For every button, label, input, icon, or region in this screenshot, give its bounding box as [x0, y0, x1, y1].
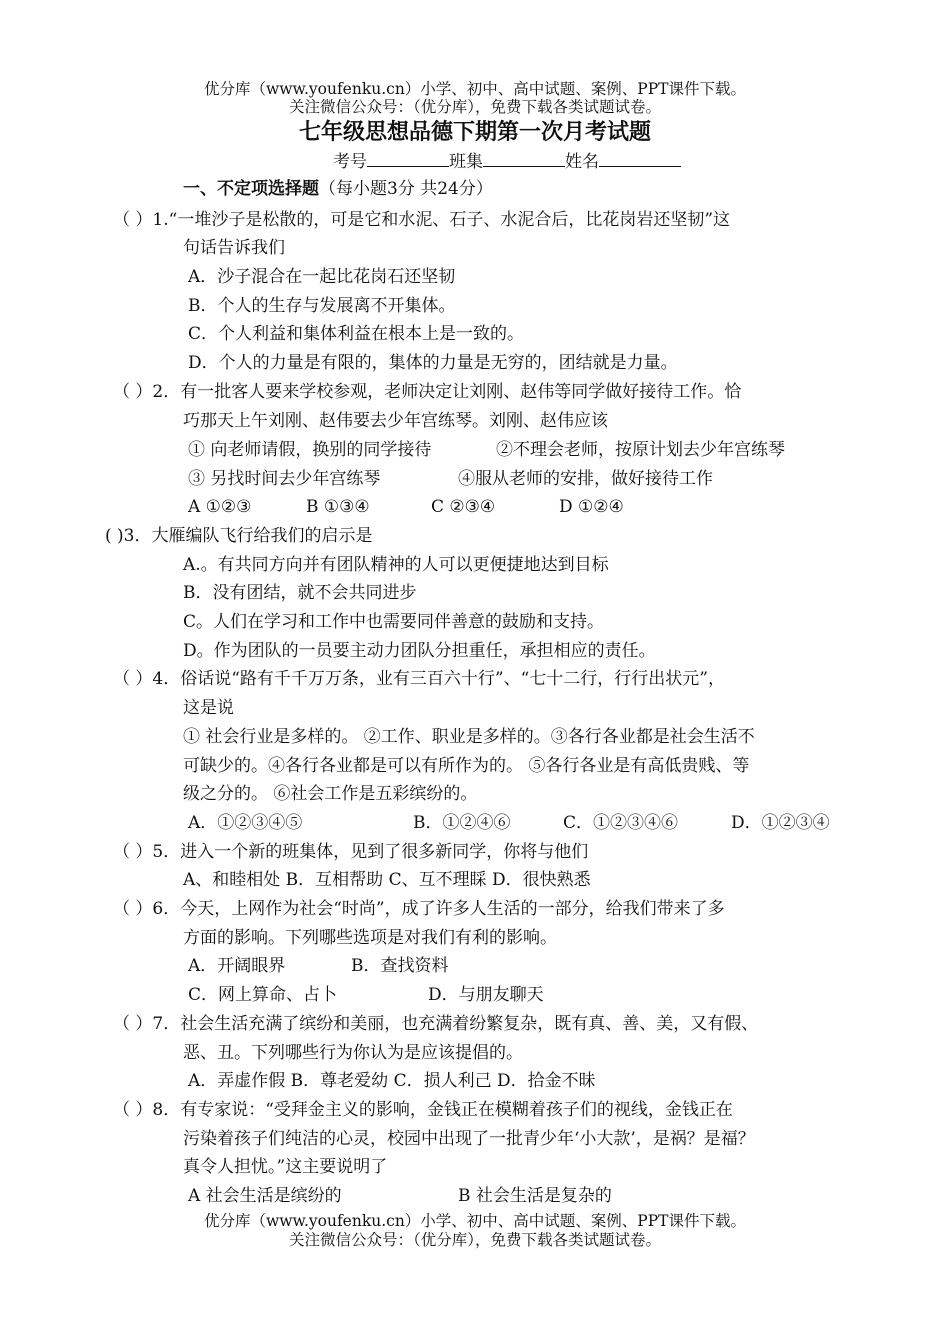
page-title: 七年级思想品德下期第一次月考试题 — [298, 119, 651, 145]
name-label: 姓名 — [565, 152, 599, 172]
q2-option-b: B ①③④ — [306, 497, 370, 517]
q8-stem-3: 真令人担忧。”这主要说明了 — [183, 1157, 388, 1177]
header-line-1: 优分库（www.youfenku.cn）小学、初中、高中试题、案例、PPT课件下载。 — [203, 80, 747, 98]
q4-statements-2: 可缺少的。④各行各业都是可以有所作为的。 ⑤各行各业是有高低贵贱、等 — [183, 756, 750, 776]
q3-option-c: C。人们在学习和工作中也需要同伴善意的鼓励和支持。 — [183, 612, 605, 632]
q5-stem: （ ）5．进入一个新的班集体，见到了很多新同学，你将与他们 — [113, 842, 589, 862]
q2-option-d: D ①②④ — [559, 497, 624, 517]
class-label: 班集 — [449, 152, 483, 172]
q6-option-b: B．查找资料 — [351, 956, 449, 976]
q3-stem: ( )3．大雁编队飞行给我们的启示是 — [105, 526, 373, 546]
q2-statement-2: ②不理会老师，按原计划去少年宫练琴 — [496, 440, 785, 460]
q6-stem-2: 方面的影响。下列哪些选项是对我们有利的影响。 — [183, 928, 557, 948]
section-title: 一、不定项选择题 — [183, 179, 319, 199]
q7-options: A．弄虚作假 B．尊老爱幼 C．损人利己 D．拾金不昧 — [188, 1071, 596, 1091]
name-blank[interactable] — [599, 152, 681, 167]
q4-stem-2: 这是说 — [183, 698, 234, 718]
q2-statement-4: ④服从老师的安排，做好接待工作 — [458, 469, 713, 489]
q8-stem-2: 污染着孩子们纯洁的心灵，校园中出现了一批青少年‘小大款’，是祸？是福？ — [183, 1129, 755, 1149]
q3-option-d: D。作为团队的一员要主动力团队分担重任，承担相应的责任。 — [183, 641, 656, 661]
q1-stem-2: 句话告诉我们 — [183, 238, 285, 258]
q7-stem-2: 恶、丑。下列哪些行为你认为是应该提倡的。 — [183, 1043, 523, 1063]
q8-option-b: B 社会生活是复杂的 — [458, 1186, 612, 1206]
q4-stem-1: （ ）4．俗话说“路有千千万万条，业有三百六十行”、“七十二行，行行出状元”， — [113, 669, 725, 689]
q4-option-c: C．①②③④⑥ — [563, 813, 679, 833]
q6-option-c: C．网上算命、占卜 — [188, 985, 338, 1005]
q3-option-b: B．没有团结，就不会共同进步 — [183, 583, 417, 603]
q2-statement-3: ③ 另找时间去少年宫练琴 — [188, 469, 381, 489]
q5-options: A、和睦相处 B．互相帮助 C、互不理睬 D．很快熟悉 — [183, 870, 591, 890]
footer-line-2: 关注微信公众号：（优分库），免费下载各类试题试卷。 — [288, 1231, 661, 1249]
q8-option-a: A 社会生活是缤纷的 — [188, 1186, 342, 1206]
q4-option-b: B．①②④⑥ — [413, 813, 511, 833]
q2-stem-2: 巧那天上午刘刚、赵伟要去少年宫练琴。刘刚、赵伟应该 — [183, 411, 608, 431]
q4-statements-3: 级之分的。 ⑥社会工作是五彩缤纷的。 — [183, 784, 478, 804]
footer-line-1: 优分库（www.youfenku.cn）小学、初中、高中试题、案例、PPT课件下载。 — [203, 1212, 747, 1230]
class-blank[interactable] — [483, 152, 565, 167]
q7-stem-1: （ ）7．社会生活充满了缤纷和美丽，也充满着纷繁复杂，既有真、善、美，又有假、 — [113, 1014, 759, 1034]
q6-option-d: D．与朋友聊天 — [428, 985, 544, 1005]
q8-stem-1: （ ）8．有专家说：“受拜金主义的影响，金钱正在模糊着孩子们的视线，金钱正在 — [113, 1100, 733, 1120]
header-line-2: 关注微信公众号：（优分库），免费下载各类试题试卷。 — [288, 98, 661, 116]
q2-stem-1: （ ）2．有一批客人要来学校参观，老师决定让刘刚、赵伟等同学做好接待工作。恰 — [113, 382, 742, 402]
q1-option-b: B．个人的生存与发展离不开集体。 — [188, 296, 456, 316]
exam-no-blank[interactable] — [367, 152, 449, 167]
q1-stem-1: （ ）1.“一堆沙子是松散的，可是它和水泥、石子、水泥合后，比花岗岩还坚韧”这 — [113, 210, 731, 230]
q1-option-a: A．沙子混合在一起比花岗石还坚韧 — [188, 267, 456, 287]
q1-option-d: D．个人的力量是有限的，集体的力量是无穷的，团结就是力量。 — [188, 353, 678, 373]
q2-option-c: C ②③④ — [431, 497, 496, 517]
section-note: （每小题3分 共24分） — [319, 179, 493, 199]
section-heading — [183, 178, 493, 200]
q2-statement-1: ① 向老师请假，换别的同学接待 — [188, 440, 432, 460]
q6-option-a: A．开阔眼界 — [188, 956, 286, 976]
exam-no-label: 考号 — [333, 152, 367, 172]
q3-option-a: A.。有共同方向并有团队精神的人可以更便捷地达到目标 — [183, 555, 609, 575]
q4-option-d: D．①②③④ — [731, 813, 830, 833]
q4-option-a: A．①②③④⑤ — [188, 813, 303, 833]
q1-option-c: C．个人利益和集体利益在根本上是一致的。 — [188, 324, 525, 344]
student-info — [333, 151, 681, 173]
q6-stem-1: （ ）6．今天，上网作为社会“时尚”，成了许多人生活的一部分，给我们带来了多 — [113, 899, 725, 919]
q2-option-a: A ①②③ — [188, 497, 252, 517]
q4-statements-1: ① 社会行业是多样的。 ②工作、职业是多样的。③各行各业都是社会生活不 — [183, 727, 755, 747]
